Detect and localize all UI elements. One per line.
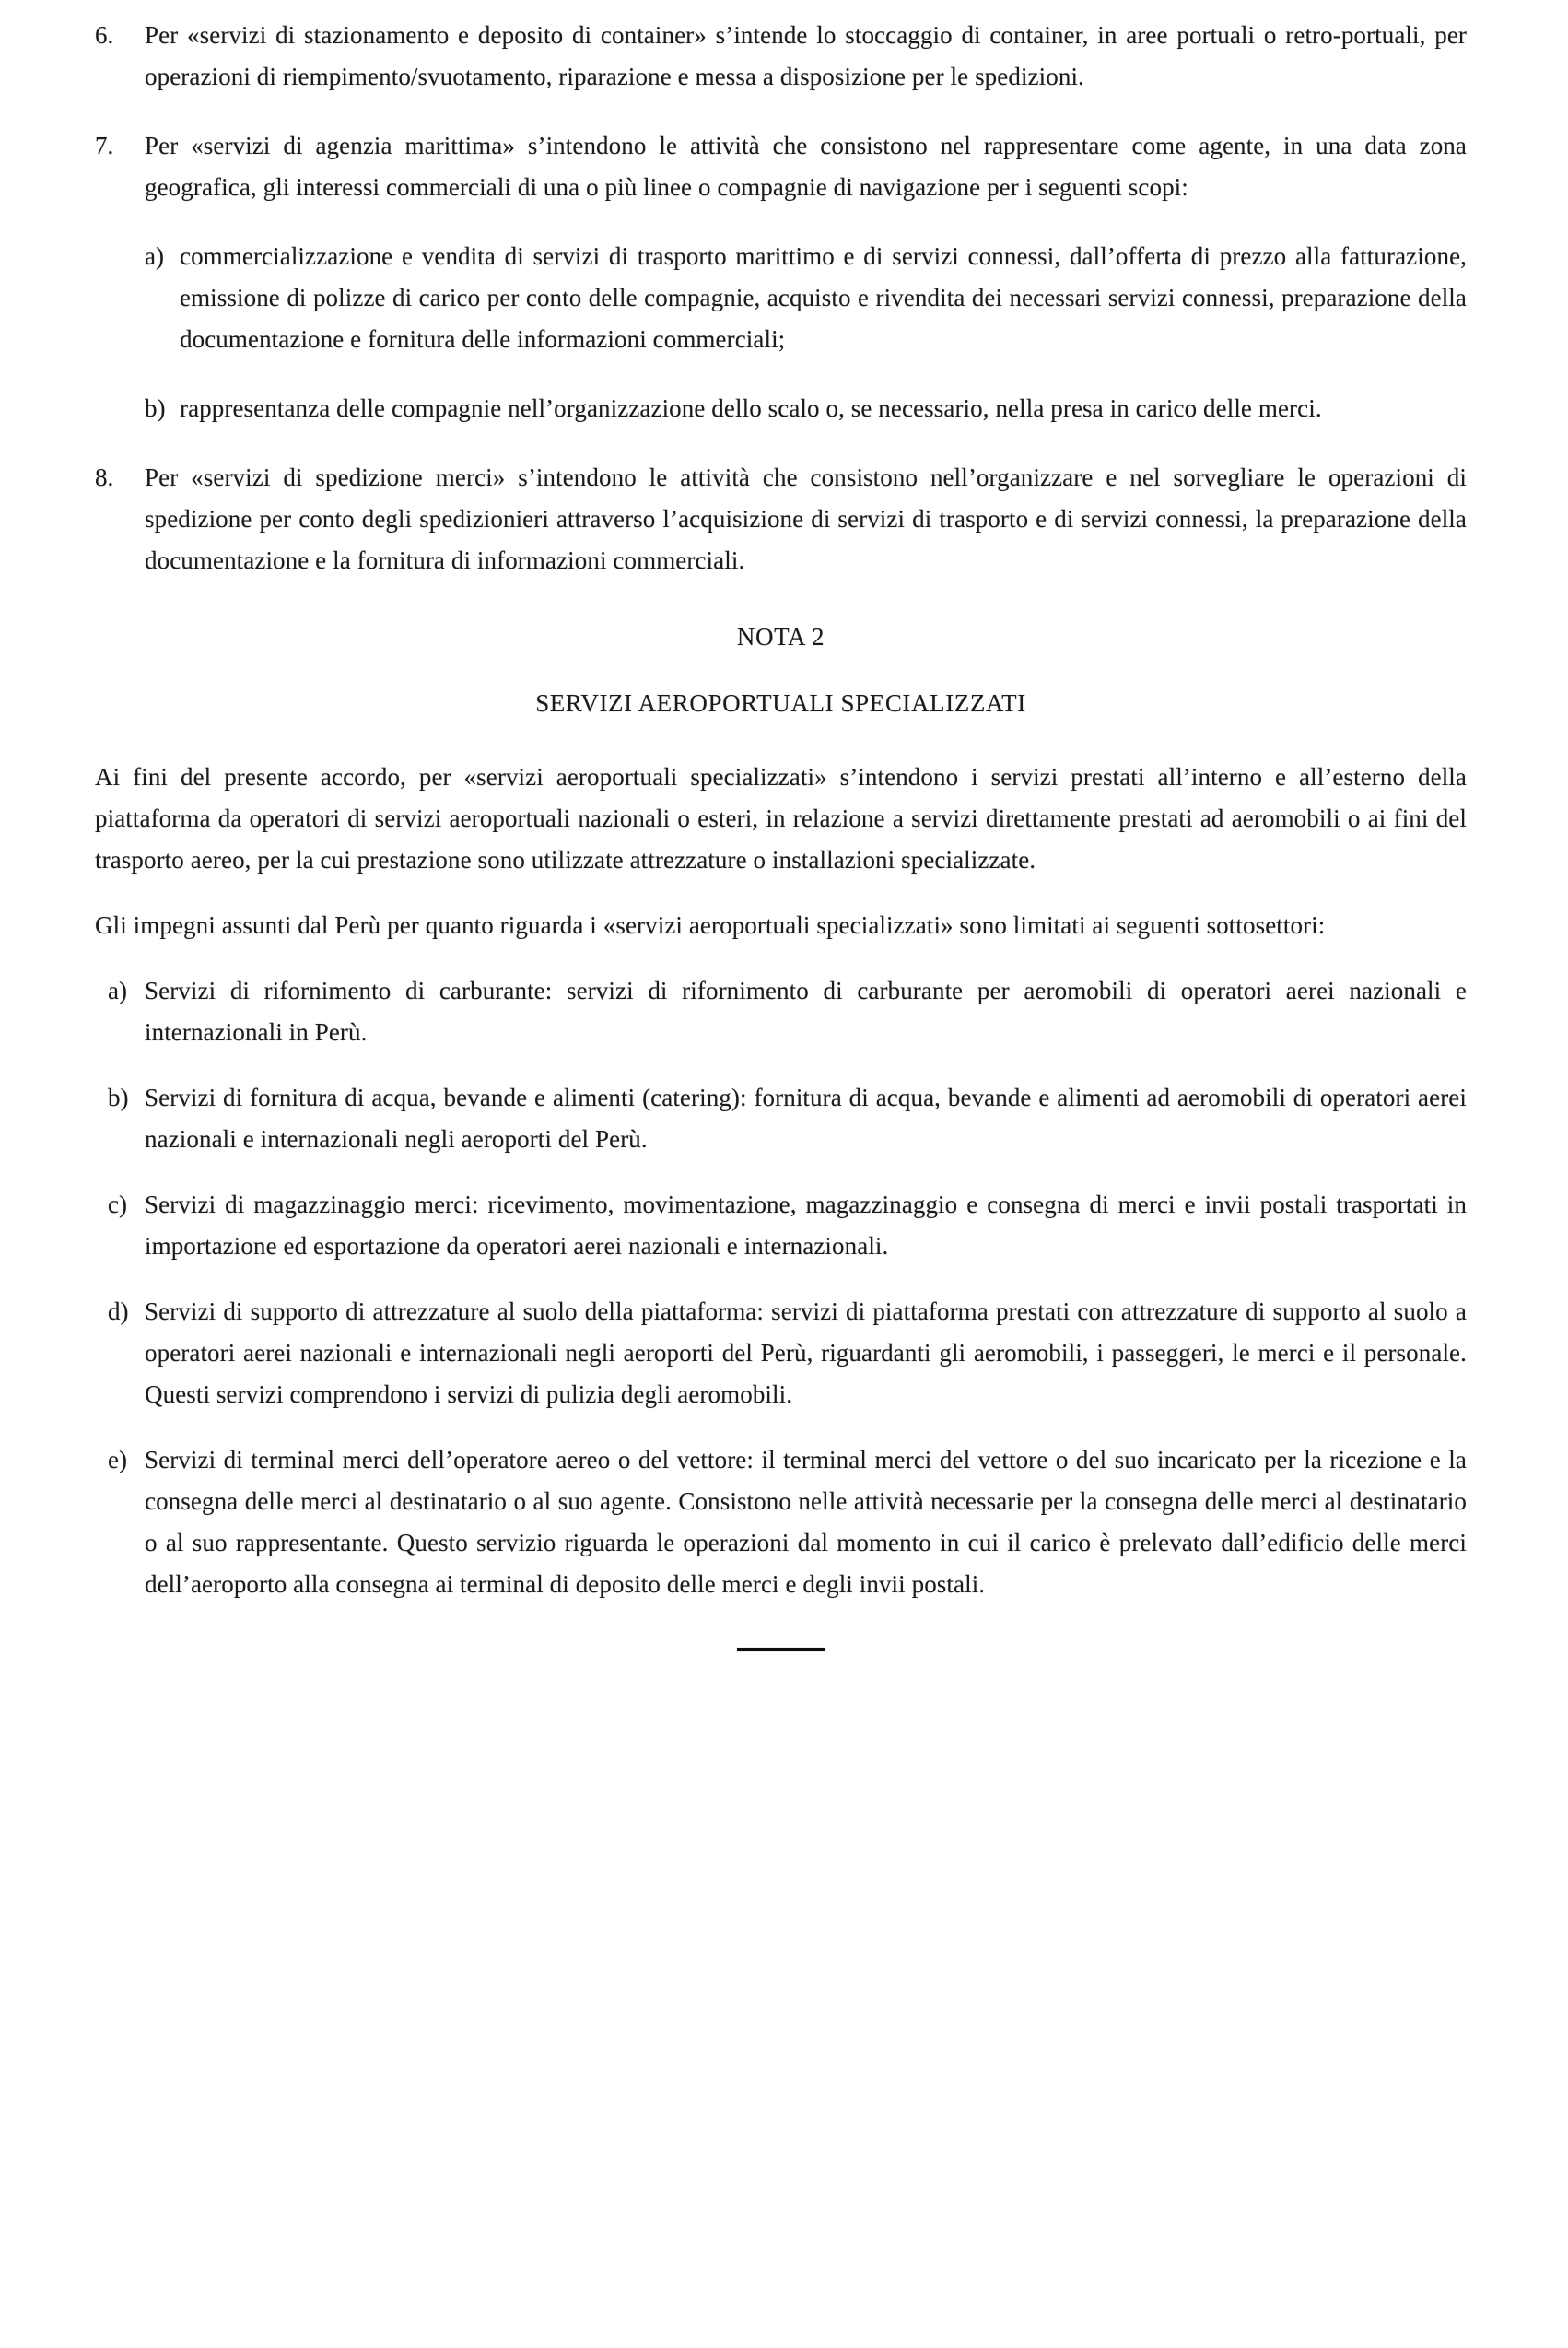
subsector-item-a (108, 970, 1467, 1053)
item-marker: a) (145, 242, 164, 270)
item-marker: b) (108, 1084, 129, 1111)
item-text: Per «servizi di stazionamento e deposito di container» s’intende lo stoccaggio di container, in aree portuali o retro-portuali, per operazioni di riempimento/svuotamento, riparazione e messa a disposizione per le spedizioni. (145, 21, 1467, 90)
note-intro-paragraph: Ai fini del presente accordo, per «servizi aeroportuali specializzati» s’intendono i servizi prestati all’interno e all’esterno della piattaforma da operatori di servizi aeroportuali nazionali o esteri, in relazione a servizi direttamente prestati ad aeromobili o ai fini del trasporto aereo, per la cui prestazione sono utilizzate attrezzature o installazioni specializzate. (95, 763, 1467, 874)
item-text: Servizi di magazzinaggio merci: ricevimento, movimentazione, magazzinaggio e consegna di merci e invii postali trasportati in importazione ed esportazione da operatori aerei nazionali e internazionali. (145, 1191, 1467, 1260)
item-marker: d) (108, 1297, 129, 1325)
lettered-item-a (145, 236, 1467, 360)
item-marker: c) (108, 1191, 127, 1218)
item-marker: 8. (95, 464, 114, 491)
item-text: Servizi di fornitura di acqua, bevande e alimenti (catering): fornitura di acqua, bevande e alimenti ad aeromobili di operatori aerei nazionali e internazionali negli aeroporti del Perù. (145, 1084, 1467, 1153)
item-text: rappresentanza delle compagnie nell’organizzazione dello scalo o, se necessario, nella presa in carico delle merci. (180, 394, 1322, 422)
item-text: commercializzazione e vendita di servizi di trasporto marittimo e di servizi connessi, dall’offerta di prezzo alla fatturazione, emissione di polizze di carico per conto delle compagnie, acquisto e rivendita dei necessari servizi connessi, preparazione della documentazione e fornitura delle informazioni commerciali; (180, 242, 1467, 353)
item-text: Per «servizi di agenzia marittima» s’intendono le attività che consistono nel rappresentare come agente, in una data zona geografica, gli interessi commerciali di una o più linee o compagnie di navigazione per i seguenti scopi: (145, 132, 1467, 201)
numbered-item-8 (95, 457, 1467, 581)
item-text: Per «servizi di spedizione merci» s’intendono le attività che consistono nell’organizzare e nel sorvegliare le operazioni di spedizione per conto degli spedizionieri attraverso l’acquisizione di servizi di trasporto e di servizi connessi, la preparazione della documentazione e la fornitura di informazioni commerciali. (145, 464, 1467, 574)
subsector-item-d (108, 1291, 1467, 1415)
section-divider (737, 1648, 825, 1651)
item-text: Servizi di supporto di attrezzature al suolo della piattaforma: servizi di piattaforma prestati con attrezzature di supporto al suolo a operatori aerei nazionali e internazionali negli aeroporti del Perù, riguardanti gli aeromobili, i passeggeri, le merci e il personale. Questi servizi comprendono i servizi di pulizia degli aeromobili. (145, 1297, 1467, 1408)
item-marker: 6. (95, 21, 114, 49)
lettered-item-b (145, 388, 1467, 429)
item-text: Servizi di terminal merci dell’operatore aereo o del vettore: il terminal merci del vettore o del suo incaricato per la ricezione e la consegna delle merci al destinatario o al suo agente. Consistono nelle attività necessarie per la consegna delle merci al destinatario o al suo rappresentante. Questo servizio riguarda le operazioni dal momento in cui il carico è prelevato dall’edificio delle merci dell’aeroporto alla consegna ai terminal di deposito delle merci e degli invii postali. (145, 1446, 1467, 1598)
item-marker: 7. (95, 132, 114, 159)
item-marker: a) (108, 977, 127, 1004)
subsector-item-e (108, 1439, 1467, 1605)
subsector-item-b (108, 1077, 1467, 1160)
item-marker: b) (145, 394, 166, 422)
item-text: Servizi di rifornimento di carburante: servizi di rifornimento di carburante per aeromobili di operatori aerei nazionali e internazionali in Perù. (145, 977, 1467, 1046)
note-subtitle: SERVIZI AEROPORTUALI SPECIALIZZATI (535, 689, 1026, 717)
item-marker: e) (108, 1446, 127, 1473)
numbered-item-6 (95, 15, 1467, 98)
note-commitments-paragraph: Gli impegni assunti dal Perù per quanto riguarda i «servizi aeroportuali specializzati» sono limitati ai seguenti sottosettori: (95, 911, 1326, 939)
numbered-item-7 (95, 125, 1467, 208)
note-title: NOTA 2 (736, 623, 825, 651)
subsector-item-c (108, 1184, 1467, 1267)
